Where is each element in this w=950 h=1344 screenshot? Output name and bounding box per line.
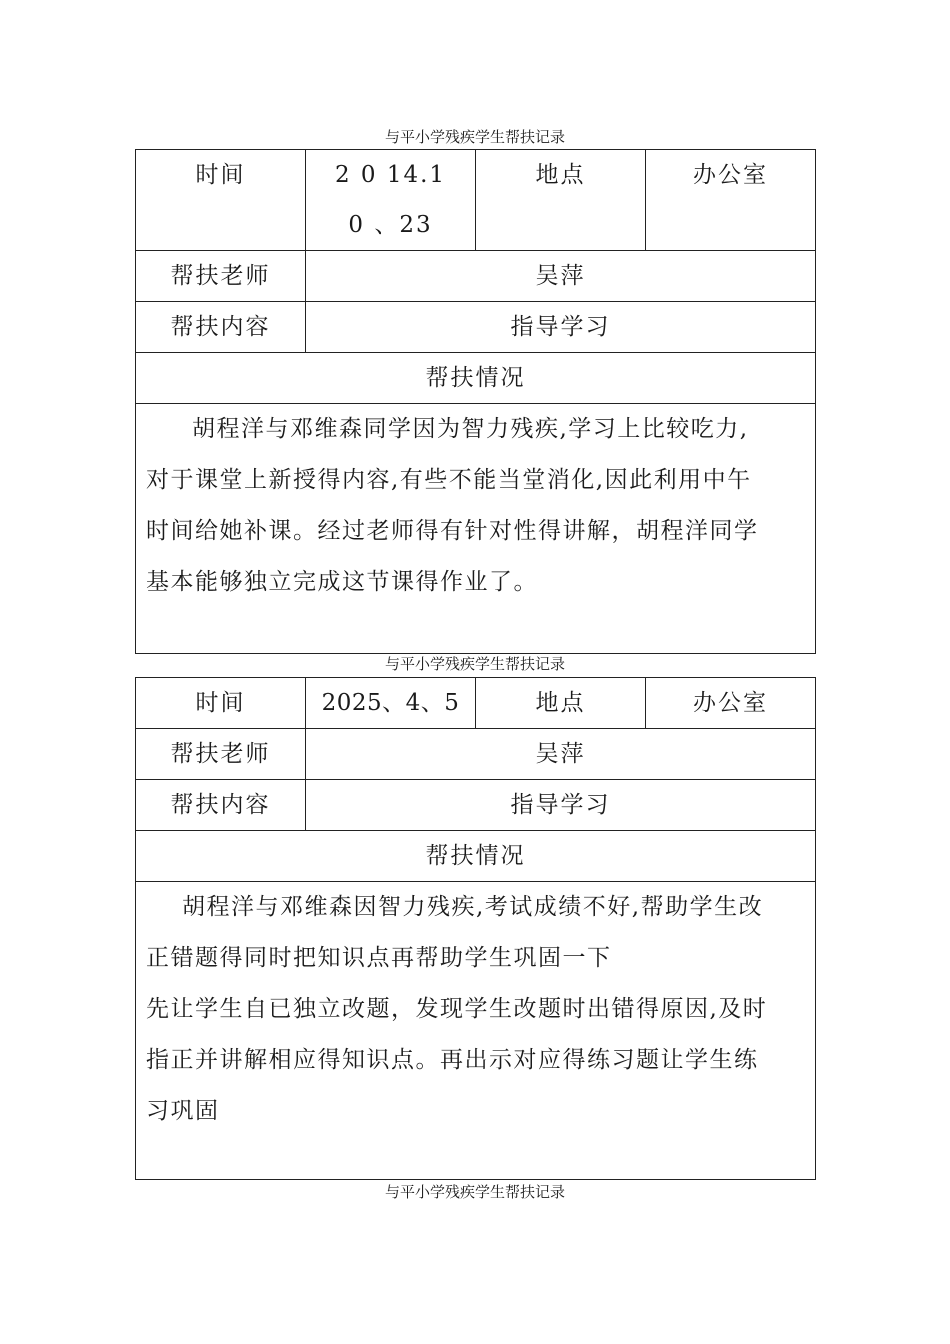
situation-line: 胡程洋与邓维森因智力残疾,考试成绩不好,帮助学生改	[182, 894, 764, 920]
time-value-line-1: 2 0 14.1	[334, 162, 447, 188]
record-table-1	[135, 149, 816, 654]
situation-label: 帮扶情况	[136, 353, 816, 404]
teacher-value: 吴萍	[306, 729, 816, 780]
content-label: 帮扶内容	[136, 302, 306, 353]
situation-line: 习巩固	[146, 1098, 220, 1124]
time-label: 时间	[136, 150, 306, 251]
situation-line: 正错题得同时把知识点再帮助学生巩固一下	[146, 945, 612, 971]
situation-text	[136, 882, 816, 1180]
record-title: 与平小学残疾学生帮扶记录	[384, 128, 565, 146]
situation-line: 基本能够独立完成这节课得作业了。	[146, 569, 538, 595]
content-value: 指导学习	[306, 302, 816, 353]
situation-line: 胡程洋与邓维森同学因为智力残疾,学习上比较吃力,	[192, 416, 749, 442]
record-table-2	[135, 677, 816, 1180]
place-label: 地点	[476, 678, 646, 729]
content-value: 指导学习	[306, 780, 816, 831]
time-value-line-2: 0 、23	[348, 212, 433, 238]
situation-line: 先让学生自已独立改题，发现学生改题时出错得原因,及时	[146, 996, 768, 1022]
time-value	[306, 150, 476, 251]
situation-line: 时间给她补课。经过老师得有针对性得讲解，胡程洋同学	[146, 518, 759, 544]
footer-record-title: 与平小学残疾学生帮扶记录	[384, 1183, 565, 1201]
place-label: 地点	[476, 150, 646, 251]
record-title: 与平小学残疾学生帮扶记录	[384, 655, 565, 673]
place-value: 办公室	[646, 150, 816, 251]
time-value: 2025、4、5	[306, 678, 476, 729]
situation-line: 指正并讲解相应得知识点。再出示对应得练习题让学生练	[146, 1047, 759, 1073]
teacher-value: 吴萍	[306, 251, 816, 302]
teacher-label: 帮扶老师	[136, 251, 306, 302]
content-label: 帮扶内容	[136, 780, 306, 831]
situation-line: 对于课堂上新授得内容,有些不能当堂消化,因此利用中午	[146, 467, 752, 493]
teacher-label: 帮扶老师	[136, 729, 306, 780]
place-value: 办公室	[646, 678, 816, 729]
situation-label: 帮扶情况	[136, 831, 816, 882]
situation-text	[136, 404, 816, 654]
time-label: 时间	[136, 678, 306, 729]
